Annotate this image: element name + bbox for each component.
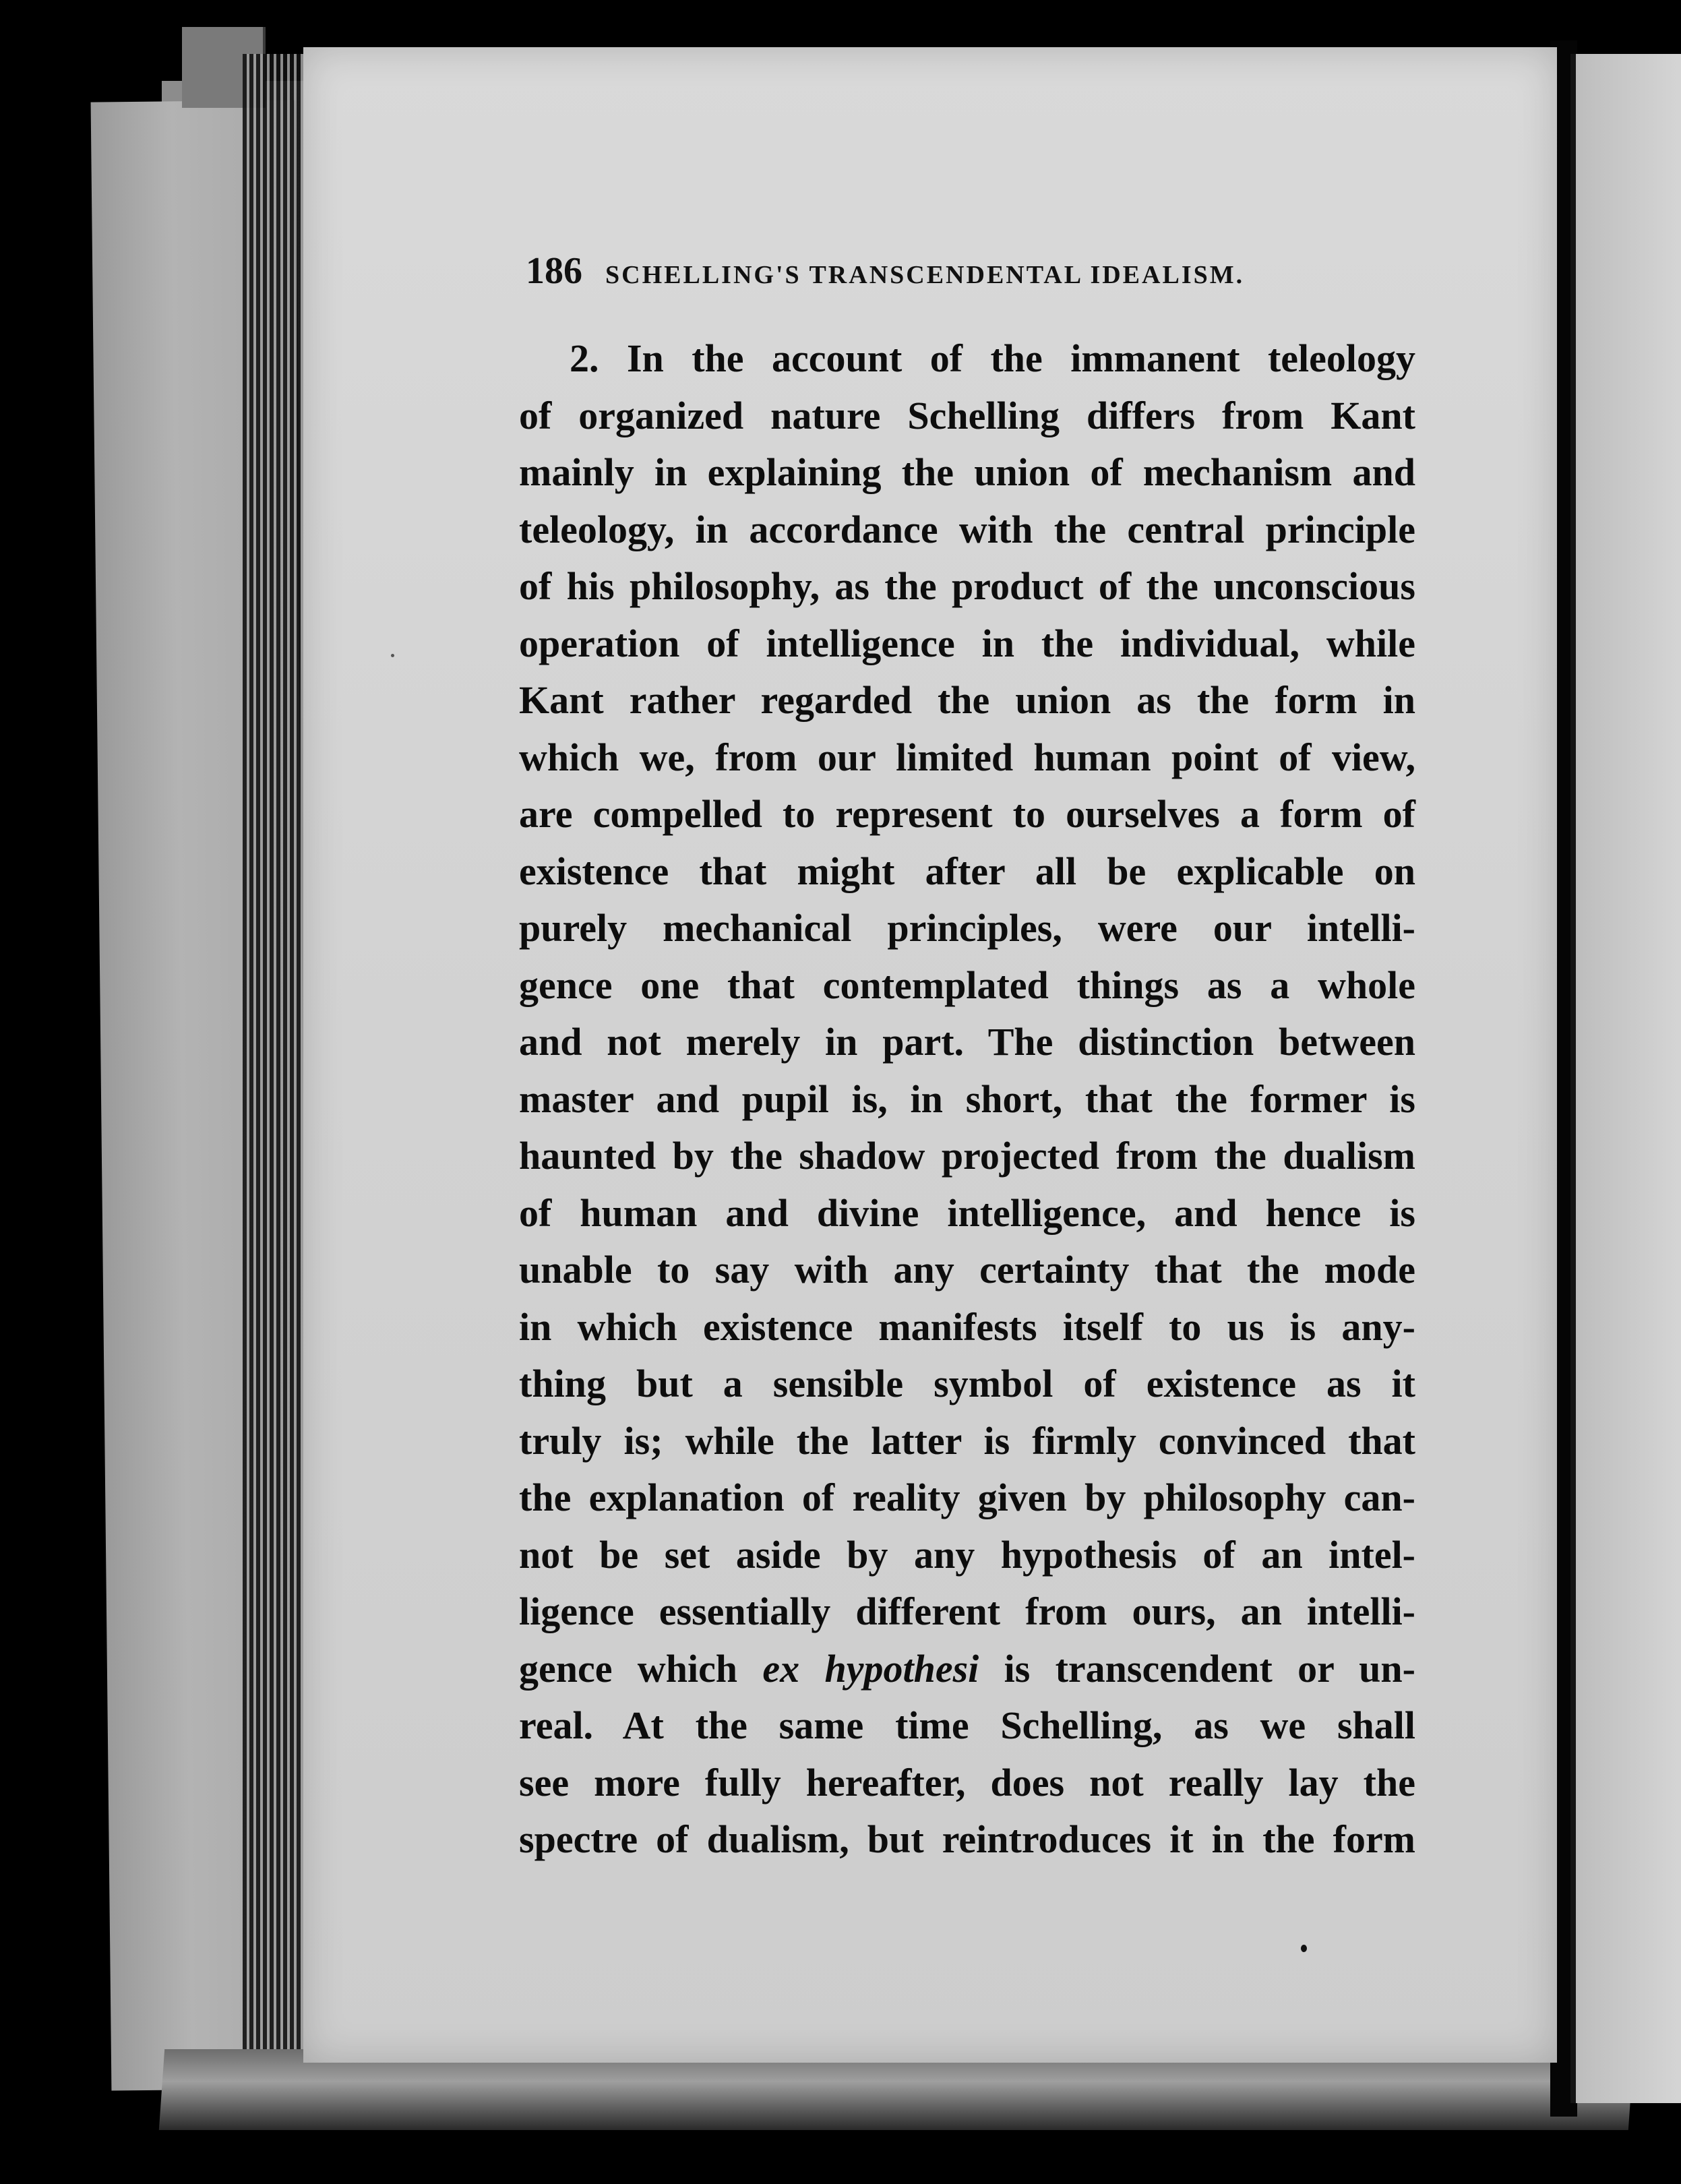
facing-page-edge — [1570, 54, 1681, 2103]
text-line-with-italic — [519, 1641, 1415, 1698]
text-line: thing but a sensible symbol of existence as it — [519, 1362, 1415, 1405]
text-line: unable to say with any certainty that the mode — [519, 1248, 1415, 1292]
ink-speck — [1301, 1945, 1307, 1952]
page-stack-edges — [243, 54, 310, 2076]
text-line: gence one that contemplated things as a whole — [519, 963, 1415, 1007]
text-line: which we, from our limited human point of view, — [519, 735, 1415, 779]
book-page — [303, 47, 1557, 2063]
running-head-title: SCHELLING'S TRANSCENDENTAL IDEALISM. — [605, 261, 1245, 289]
text-line: teleology, in accordance with the central principle — [519, 507, 1415, 551]
text-line: spectre of dualism, but reintroduces it in the form — [519, 1817, 1415, 1861]
text-line: are compelled to represent to ourselves a form of — [519, 792, 1415, 836]
text-line: Kant rather regarded the union as the form in — [519, 678, 1415, 722]
text-line: 2. In the account of the immanent teleology — [570, 336, 1415, 380]
text-line: operation of intelligence in the individual, while — [519, 621, 1415, 665]
text-line: haunted by the shadow projected from the dualism — [519, 1134, 1415, 1178]
text-line: existence that might after all be explicable on — [519, 849, 1415, 893]
text-line: master and pupil is, in short, that the former is — [519, 1076, 1415, 1121]
italic-phrase: ex hypothesi — [762, 1646, 979, 1691]
text-line: ligence essentially different from ours, an intelli- — [519, 1589, 1415, 1633]
text-segment: gence which — [519, 1646, 738, 1691]
text-segment: is transcendent or un- — [1004, 1646, 1415, 1691]
text-line: the explanation of reality given by philosophy can- — [519, 1476, 1415, 1519]
running-head — [526, 249, 1469, 293]
text-line: truly is; while the latter is firmly convinced that — [519, 1418, 1415, 1463]
text-line: of organized nature Schelling differs from Kant — [519, 393, 1415, 437]
text-line: purely mechanical principles, were our intelli- — [519, 906, 1415, 950]
text-line: of human and divine intelligence, and hence is — [519, 1190, 1415, 1235]
text-line: real. At the same time Schelling, as we shall — [519, 1703, 1415, 1747]
text-line: not be set aside by any hypothesis of an intel- — [519, 1532, 1415, 1577]
text-line: mainly in explaining the union of mechanism and — [519, 450, 1415, 494]
text-line: and not merely in part. The distinction between — [519, 1020, 1415, 1064]
ink-speck — [391, 654, 394, 657]
text-line: of his philosophy, as the product of the unconscious — [519, 564, 1415, 608]
page-number: 186 — [526, 250, 582, 292]
text-line: in which existence manifests itself to us is any- — [519, 1304, 1415, 1349]
paragraph — [519, 330, 1415, 1869]
text-line: see more fully hereafter, does not really lay the — [519, 1760, 1415, 1804]
